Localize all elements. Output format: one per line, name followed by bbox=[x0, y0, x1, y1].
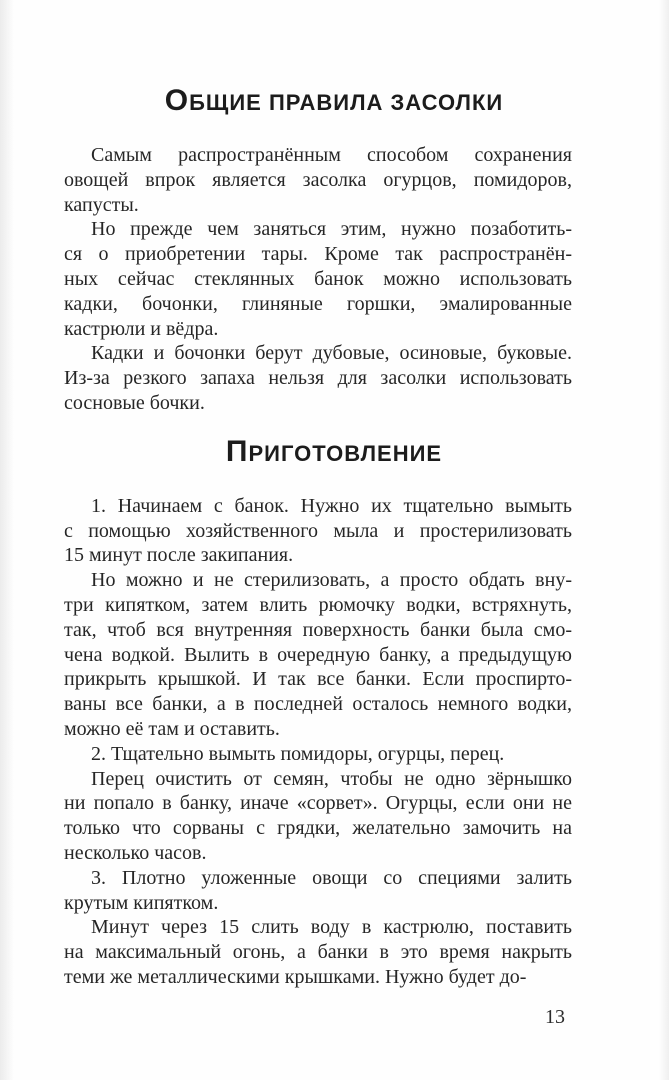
text-line: сосновые бочки. bbox=[64, 391, 205, 414]
scan-edge-right bbox=[659, 0, 669, 1080]
paragraph bbox=[64, 866, 572, 916]
text-line: 2. Тщательно вымыть помидоры, огурцы, перец. bbox=[91, 742, 505, 765]
paragraph bbox=[64, 143, 572, 217]
text-line: Самым распространённым способом сохранения bbox=[91, 144, 572, 166]
paragraph bbox=[64, 341, 572, 415]
heading-initial-letter: О bbox=[164, 84, 190, 117]
paragraph bbox=[64, 915, 572, 989]
text-line: можно её там и оставить. bbox=[64, 717, 280, 740]
text-line: 1. Начинаем с банок. Нужно их тщательно вымыть bbox=[91, 494, 572, 517]
text-line: три кипятком, затем влить рюмочку водки, встряхнуть, bbox=[64, 593, 572, 616]
heading-text: РИГОТОВЛЕНИЕ bbox=[248, 440, 443, 466]
paragraph bbox=[64, 767, 572, 866]
page-content bbox=[64, 0, 572, 1030]
scan-edge-left bbox=[0, 0, 14, 1080]
text-line: ных сейчас стеклянных банок можно использовать bbox=[64, 267, 572, 290]
text-line: так, чтоб вся внутренняя поверхность банки была смо- bbox=[64, 618, 572, 641]
text-line: ваны все банки, а в последней осталось немного водки, bbox=[64, 693, 572, 716]
section-heading bbox=[80, 434, 588, 472]
text-line: Минут через 15 слить воду в кастрюлю, поставить bbox=[91, 916, 572, 939]
text-line: кастрюли и вёдра. bbox=[64, 317, 219, 340]
text-line: Перец очистить от семян, чтобы не одно зёрнышко bbox=[91, 767, 572, 790]
text-line: Из-за резкого запаха нельзя для засолки использовать bbox=[64, 367, 572, 390]
text-line: Кадки и бочонки берут дубовые, осиновые, буковые. bbox=[91, 342, 572, 365]
text-line: ся о приобретении тары. Кроме так распространён- bbox=[64, 243, 572, 266]
text-line: чена водкой. Вылить в очередную банку, а предыдущую bbox=[64, 643, 572, 666]
text-line: кадки, бочонки, глиняные горшки, эмалированные bbox=[64, 292, 572, 315]
text-line: только что сорваны с грядки, желательно замочить на bbox=[64, 817, 572, 840]
text-line: Но прежде чем заняться этим, нужно позаботить- bbox=[91, 218, 572, 241]
paragraph bbox=[64, 494, 572, 568]
text-line: ни попало в банку, иначе «сорвет». Огурцы, если они не bbox=[64, 792, 572, 815]
text-line: овощей впрок является засолка огурцов, помидоров, bbox=[64, 168, 572, 191]
text-line: на максимальный огонь, а банки в это время накрыть bbox=[64, 941, 572, 964]
text-line: 3. Плотно уложенные овощи со специями залить bbox=[91, 866, 572, 889]
text-line: теми же металлическими крышками. Нужно будет до- bbox=[64, 965, 527, 988]
text-line: прикрыть крышкой. И так все банки. Если проспирто- bbox=[64, 668, 572, 691]
text-line: несколько часов. bbox=[64, 841, 207, 864]
text-line: крутым кипятком. bbox=[64, 891, 219, 914]
heading-text: БЩИЕ ПРАВИЛА ЗАСОЛКИ bbox=[189, 90, 504, 115]
page-number: 13 bbox=[545, 1005, 565, 1028]
text-line: Но можно и не стерилизовать, а просто обдать вну- bbox=[91, 569, 572, 592]
text-line: с помощью хозяйственного мыла и простерилизовать bbox=[64, 519, 572, 542]
text-line: капусты. bbox=[64, 193, 139, 216]
text-line: 15 минут после закипания. bbox=[64, 544, 294, 567]
paragraph bbox=[64, 742, 572, 767]
paragraph bbox=[64, 568, 572, 742]
section-heading bbox=[80, 86, 588, 121]
heading-initial-letter: П bbox=[225, 434, 249, 468]
paragraph bbox=[64, 217, 572, 341]
